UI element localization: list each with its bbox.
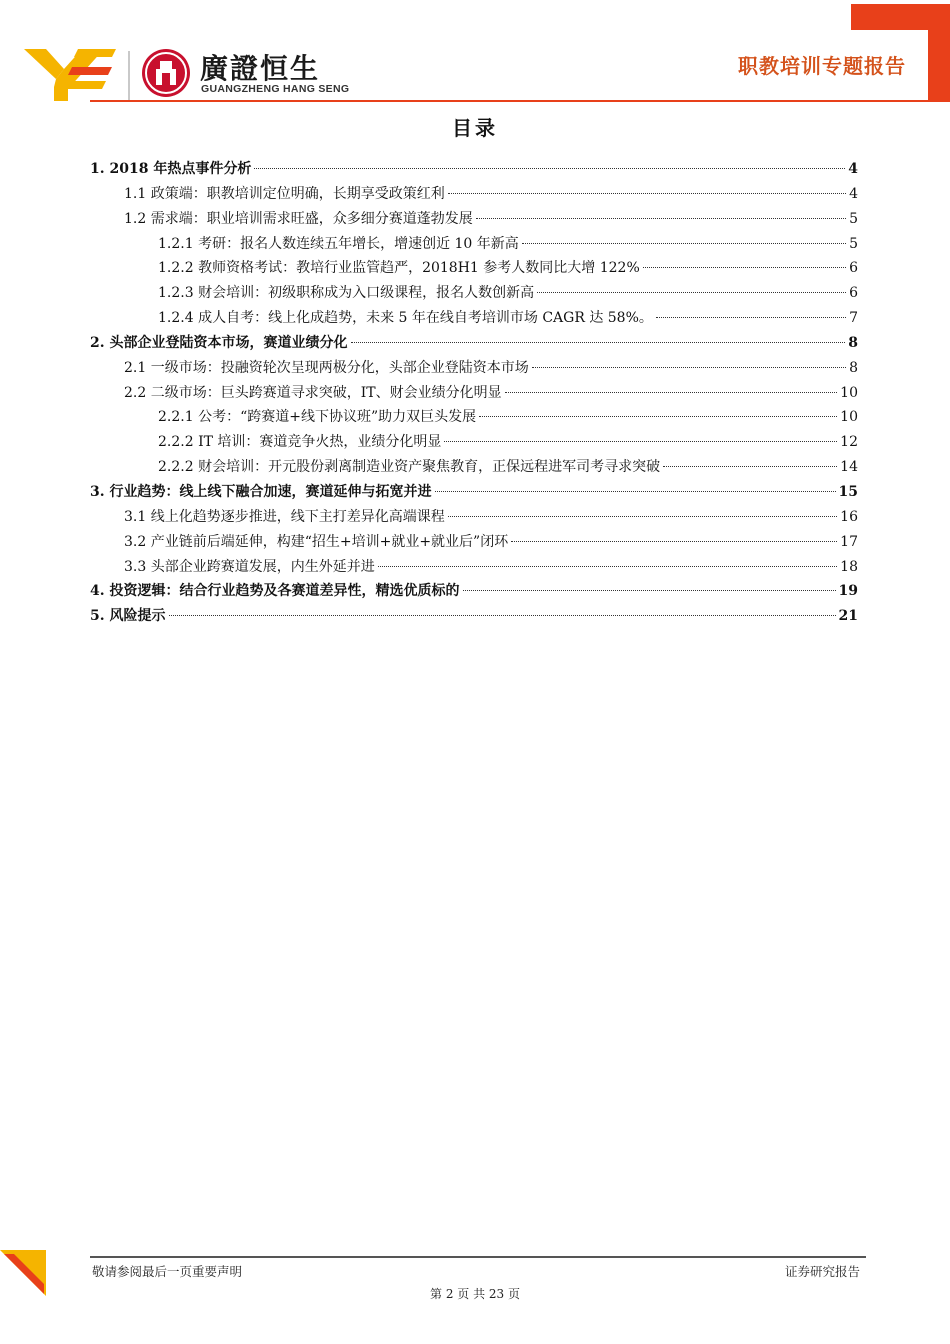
footer-doc-type: 证券研究报告	[784, 1264, 860, 1279]
toc-entry-page: 5	[849, 210, 858, 227]
toc-entry-label: 1.2.2 教师资格考试：教培行业监管趋严，2018H1 参考人数同比大增 122%	[158, 260, 640, 277]
toc-entry[interactable]	[90, 182, 858, 207]
toc-leader-dots	[505, 392, 838, 393]
toc-entry-page: 18	[840, 558, 858, 575]
toc-entry-page: 15	[838, 483, 858, 500]
footer-divider	[90, 1256, 866, 1258]
toc-entry[interactable]	[90, 555, 858, 580]
toc-leader-dots	[463, 590, 836, 591]
toc-entry-label: 2.2.2 财会培训：开元股份剥离制造业资产聚焦教育，正保远程进军司考寻求突破	[158, 459, 661, 476]
toc-entry[interactable]	[90, 256, 858, 281]
toc-entry-label: 3.3 头部企业跨赛道发展，内生外延并进	[124, 558, 375, 575]
toc-leader-dots	[448, 193, 846, 194]
toc-leader-dots	[479, 416, 837, 417]
toc-entry-label: 2.2.1 公考：“跨赛道+线下协议班”助力双巨头发展	[158, 409, 477, 426]
toc-title: 目录	[452, 116, 498, 140]
toc-entry[interactable]	[90, 381, 858, 406]
toc-entry[interactable]	[90, 530, 858, 555]
toc-leader-dots	[378, 566, 837, 567]
toc-entry-label: 1.2 需求端：职业培训需求旺盛，众多细分赛道蓬勃发展	[124, 210, 473, 227]
toc-entry-page: 5	[849, 235, 858, 252]
toc-entry-label: 3.2 产业链前后端延伸，构建“招生+培训+就业+就业后”闭环	[124, 533, 509, 550]
toc-entry-page: 21	[838, 608, 858, 625]
toc-entry-page: 16	[840, 508, 858, 525]
toc-entry[interactable]	[90, 232, 858, 257]
toc-entry-label: 3.1 线上化趋势逐步推进，线下主打差异化高端课程	[124, 508, 445, 525]
toc-entry[interactable]	[90, 356, 858, 381]
toc-leader-dots	[169, 615, 836, 616]
toc-entry[interactable]	[90, 505, 858, 530]
toc-entry-label: 1.2.3 财会培训：初级职称成为入口级课程，报名人数创新高	[158, 285, 535, 302]
header-corner-tab	[851, 4, 950, 30]
toc-leader-dots	[643, 267, 846, 268]
toc-entry-label: 3. 行业趋势：线上线下融合加速，赛道延伸与拓宽并进	[90, 483, 432, 500]
footer-disclaimer: 敬请参阅最后一页重要声明	[92, 1264, 243, 1279]
toc-entry-page: 6	[849, 285, 858, 302]
toc-entry-label: 1.2.1 考研：报名人数连续五年增长，增速创近 10 年新高	[158, 235, 519, 252]
toc-entry-label: 1. 2018 年热点事件分析	[90, 161, 252, 177]
toc-entry[interactable]	[90, 306, 858, 331]
toc-entry-page: 8	[849, 359, 858, 376]
toc-entry-label: 2.1 一级市场：投融资轮次呈现两极分化，头部企业登陆资本市场	[124, 359, 529, 376]
toc-entry-label: 1.1 政策端：职教培训定位明确，长期享受政策红利	[124, 185, 445, 202]
toc-leader-dots	[476, 218, 846, 219]
header-divider	[90, 100, 950, 102]
toc-entry-label: 2.2.2 IT 培训：赛道竞争火热，业绩分化明显	[158, 434, 442, 451]
table-of-contents	[90, 157, 858, 629]
toc-leader-dots	[254, 168, 845, 169]
toc-leader-dots	[444, 441, 837, 442]
logo-divider	[128, 51, 130, 101]
toc-entry-label: 2.2 二级市场：巨头跨赛道寻求突破，IT、财会业绩分化明显	[124, 384, 502, 401]
hang-seng-seal-icon	[140, 47, 192, 99]
toc-entry-label: 5. 风险提示	[90, 608, 166, 625]
toc-entry-page: 17	[840, 533, 858, 550]
toc-entry[interactable]	[90, 579, 858, 604]
brand-name-cn: 廣證恒生	[200, 52, 321, 85]
toc-entry[interactable]	[90, 455, 858, 480]
toc-entry-page: 12	[840, 434, 858, 451]
toc-entry[interactable]	[90, 281, 858, 306]
toc-entry-page: 8	[848, 334, 858, 351]
toc-entry[interactable]	[90, 430, 858, 455]
toc-entry-label: 1.2.4 成人自考：线上化成趋势，未来 5 年在线自考培训市场 CAGR 达 58%。	[158, 310, 653, 327]
toc-entry-label: 4. 投资逻辑：结合行业趋势及各赛道差异性，精选优质标的	[90, 583, 460, 600]
toc-leader-dots	[351, 342, 846, 343]
toc-leader-dots	[656, 317, 846, 318]
toc-entry-label: 2. 头部企业登陆资本市场，赛道业绩分化	[90, 334, 348, 351]
toc-entry[interactable]	[90, 480, 858, 505]
toc-entry[interactable]	[90, 405, 858, 430]
toc-entry-page: 19	[838, 583, 858, 600]
toc-entry-page: 14	[840, 459, 858, 476]
toc-leader-dots	[435, 491, 836, 492]
ye-logo-icon	[20, 45, 116, 105]
toc-leader-dots	[537, 292, 846, 293]
toc-leader-dots	[511, 541, 837, 542]
toc-entry-page: 4	[849, 185, 858, 202]
report-type-label: 职教培训专题报告	[738, 54, 906, 78]
toc-entry[interactable]	[90, 331, 858, 356]
toc-entry[interactable]	[90, 604, 858, 629]
toc-leader-dots	[663, 466, 837, 467]
toc-entry-page: 10	[840, 384, 858, 401]
toc-leader-dots	[532, 367, 846, 368]
page-number: 第 2 页 共 23 页	[430, 1287, 520, 1301]
toc-leader-dots	[522, 243, 846, 244]
toc-leader-dots	[448, 516, 837, 517]
brand-logo	[20, 45, 350, 105]
header-accent-strip	[928, 28, 950, 100]
toc-entry-page: 4	[848, 161, 858, 177]
toc-entry-page: 10	[840, 409, 858, 426]
toc-entry-page: 7	[849, 310, 858, 327]
toc-entry-page: 6	[849, 260, 858, 277]
brand-name-en: GUANGZHENG HANG SENG	[201, 83, 350, 95]
toc-entry[interactable]	[90, 207, 858, 232]
toc-entry[interactable]	[90, 157, 858, 182]
